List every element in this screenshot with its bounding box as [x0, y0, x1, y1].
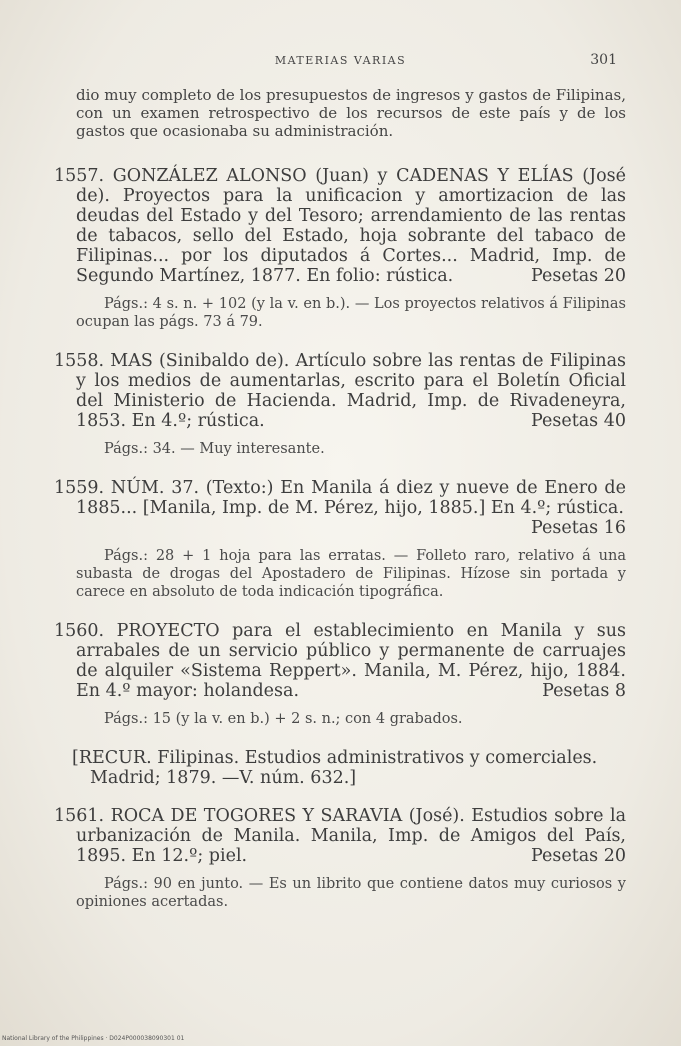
catalog-entry: [54, 478, 626, 601]
cross-reference-line: Madrid; 1879. —V. núm. 632.]: [90, 768, 357, 788]
entry-note: Págs.: 15 (y la v. en b.) + 2 s. n.; con 4 grabados.: [104, 711, 463, 727]
entry-note: Págs.: 90 en junto. — Es un librito que contiene datos muy curiosos y opiniones acertadas.: [76, 876, 626, 910]
intro-paragraph: dio muy completo de los presupuestos de ingresos y gastos de Filipinas, con un examen retrospectivo de los recursos de este país y de los gastos que ocasionaba su administración.: [76, 86, 626, 140]
catalog-entry: [54, 351, 626, 458]
page-header: [0, 50, 681, 74]
entry-price: Pesetas 40: [531, 411, 626, 431]
entry-text: GONZÁLEZ ALONSO (Juan) y CADENAS Y ELÍAS (José de). Proyectos para la unificacion y amortizacion de las deudas del Estado y del Tesoro; arrendamiento de las rentas de tabacos, sello del Estado, hoja sobrante del tabaco de Filipinas... por los diputados á Cortes... Madrid, Imp. de Segundo Martínez, 1877. En folio: rústica.: [76, 166, 626, 286]
entry-note: Págs.: 28 + 1 hoja para las erratas. — Folleto raro, relativo á una subasta de drogas del Apostadero de Filipinas. Hízose sin portada y carece en absoluto de toda indicación tipográfica.: [76, 548, 626, 600]
entry-number: 1561.: [54, 806, 105, 826]
cross-reference-line: [RECUR. Filipinas. Estudios administrativos y comerciales.: [72, 748, 598, 768]
cross-reference: [72, 748, 626, 788]
entry-price: Pesetas 20: [531, 266, 626, 286]
entry-price: Pesetas 20: [531, 846, 626, 866]
page-content: [54, 86, 626, 931]
page-number: 301: [590, 52, 617, 68]
entry-text: ROCA DE TOGORES Y SARAVIA (José). Estudios sobre la urbanización de Manila. Manila, Imp. de Amigos del País, 1895. En 12.º; piel.: [76, 806, 626, 866]
entry-text: NÚM. 37. (Texto:) En Manila á diez y nueve de Enero de 1885... [Manila, Imp. de M. Pérez, hijo, 1885.] En 4.º; rústica.: [76, 478, 626, 518]
scan-footer: National Library of the Philippines · D024P000038090301 01: [2, 1035, 185, 1042]
running-title: MATERIAS VARIAS: [274, 54, 407, 67]
entry-number: 1559.: [54, 478, 105, 498]
entry-note: Págs.: 34. — Muy interesante.: [104, 441, 325, 457]
entry-price: Pesetas 8: [542, 681, 626, 701]
entry-price: Pesetas 16: [531, 518, 626, 538]
entry-text: PROYECTO para el establecimiento en Manila y sus arrabales de un servicio público y permanente de carruajes de alquiler «Sistema Reppert». Manila, M. Pérez, hijo, 1884. En 4.º mayor: holandesa.: [76, 621, 626, 701]
catalog-entry: [54, 621, 626, 728]
entry-number: 1557.: [54, 166, 105, 186]
catalog-entry: [54, 166, 626, 331]
entry-note: Págs.: 4 s. n. + 102 (y la v. en b.). — Los proyectos relativos á Filipinas ocupan las págs. 73 á 79.: [76, 296, 626, 330]
entry-text: MAS (Sinibaldo de). Artículo sobre las rentas de Filipinas y los medios de aumentarlas, escrito para el Boletín Oficial del Ministerio de Hacienda. Madrid, Imp. de Rivadeneyra, 1853. En 4.º; rústica.: [76, 351, 626, 431]
entry-number: 1558.: [54, 351, 105, 371]
entry-number: 1560.: [54, 621, 105, 641]
catalog-entry: [54, 806, 626, 911]
